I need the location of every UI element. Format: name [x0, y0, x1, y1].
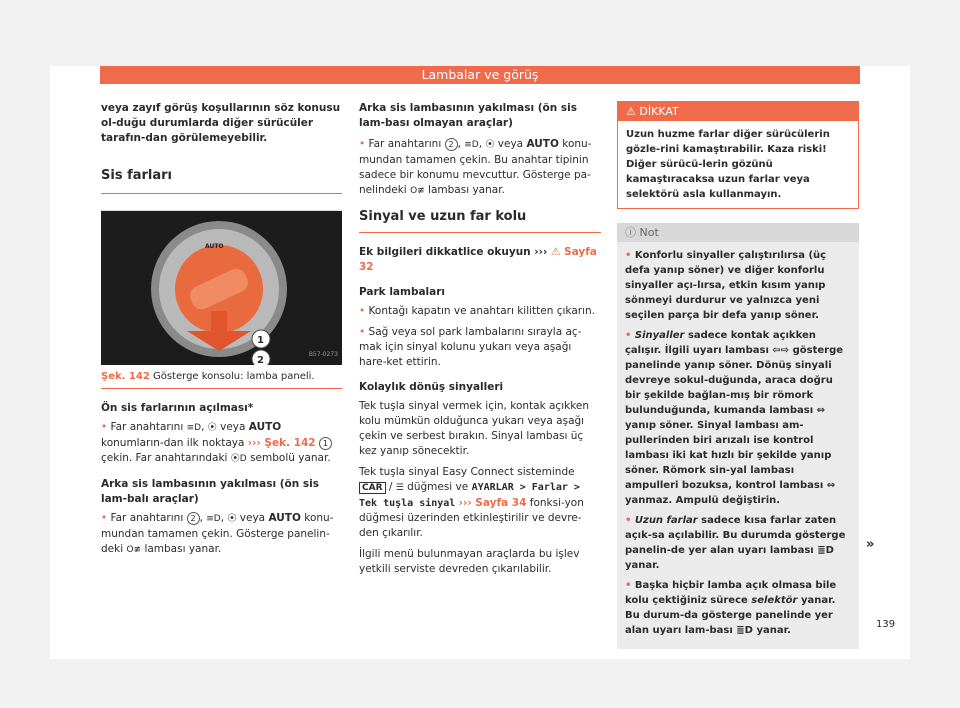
rear-fog-heading: Arka sis lambasının yakılması (ön sis lam-balı araçlar) [101, 478, 319, 505]
high-beam-icon: ≣D [736, 625, 753, 636]
low-beam-icon: ≡D [464, 140, 479, 150]
note-item-2: • Sinyaller sadece kontak açıkken çalışır. İlgili uyarı lambası ⇦⇨ gösterge panelinde yanıp söner. Dönüş sinyali devreye sokul-duğunda, araca doğru bir şekilde bağlan-mış bir römork bulunduğunda, kumanda lambası ⇔ yanıp söner. Sinyal lambası am-pullerinden biri arızalı ise kontrol lambası iki kat hızlı bir şekilde yanıp söner. Römork sin-yal lambası ampulleri bozuksa, kontrol lambası ⇔ yanmaz. Ampulü değiştirin. [625, 328, 851, 508]
rear-fog-icon: O≢ [410, 186, 425, 196]
front-fog-heading: Ön sis farlarının açılması* [101, 402, 254, 414]
comfort-turn-heading: Kolaylık dönüş sinyalleri [359, 381, 504, 393]
note-item-4: • Başka hiçbir lamba açık olmasa bile kolu çektiğiniz sürece selektör yanar. Bu durum-da gösterge panelinde yer alan uyarı lam-bası ≣D yanar. [625, 578, 851, 638]
dial-auto-label: AUTO [205, 243, 224, 250]
note-box [617, 223, 859, 649]
column-3 [617, 101, 859, 649]
figure-code: B57-0273 [308, 351, 338, 358]
dial-number-2: 2 [257, 355, 264, 365]
warning-body: Uzun huzme farlar diğer sürücülerin gözle-rini kamaştırabilir. Kaza riski! Diğer sürücü-lerin gözünü kamaştıracaksa uzun farlar veya selektörü asla kullanmayın. [626, 129, 830, 200]
info-icon: ⓘ [625, 226, 636, 239]
note-body [617, 242, 859, 649]
light-switch-dial-illustration [101, 211, 342, 365]
warning-icon: ⚠ [626, 105, 636, 118]
figure-caption: Şek. 142 Gösterge konsolu: lamba paneli. [101, 369, 342, 389]
low-beam-icon: ≡D [186, 423, 202, 433]
front-fog-icon: ⦿D [230, 454, 247, 464]
parking-light-icon: ⦿ [485, 140, 495, 150]
lamp-panel-figure [101, 210, 342, 365]
comfort-turn-text: Tek tuşla sinyal vermek için, kontak açıkken kolu mümkün olduğunca yukarı veya aşağı çekin ve serbest bırakın. Sinyal lambası üç kez yanıp sönecektir. [359, 400, 590, 457]
trailer-icon: ⇔ [826, 480, 836, 491]
car-button-icon: CAR [359, 482, 386, 494]
high-beam-icon: ≣D [817, 545, 834, 556]
column-2 [359, 101, 601, 583]
rear-fog-icon: O≢ [126, 545, 142, 555]
continue-mark: » [866, 537, 875, 552]
parking-step-2: • Sağ veya sol park lambalarını sırayla aç-mak için sinyal kolunu yukarı veya aşağı hare-ket ettirin. [359, 325, 601, 370]
front-fog-text: • Far anahtarını ≡D, ⦿ veya AUTO konumların-dan ilk noktaya ››› Şek. 142 1 çekin. Far anahtarındaki ⦿D sembolü yanar. [101, 420, 342, 467]
parking-light-icon: ⦿ [207, 423, 217, 433]
dial-number-1: 1 [257, 335, 264, 346]
low-beam-icon: ≡D [206, 514, 221, 524]
intro-text: veya zayıf görüş koşullarının söz konusu ol-duğu durumlarda diğer sürücüler tarafın-dan görülemeyebilir. [101, 102, 341, 144]
rear-fog-text: • Far anahtarını 2 , ≡D, ⦿ veya AUTO konu-mundan tamamen çekin. Gösterge panelin-deki O≢ lambası yanar. [101, 511, 342, 558]
menu-icon: ☰ [395, 483, 404, 493]
page-link[interactable]: Sayfa 32 [359, 246, 597, 273]
trailer-icon: ⇔ [816, 405, 826, 416]
section-title: Sis farları [101, 168, 342, 194]
rear-fog-no-front-text: • Far anahtarını 2 , ≡D, ⦿ veya AUTO konu-mundan tamamen çekin. Bu anahtar tipinin sadece bir konumu mevcuttur. Gösterge pa-nelindeki O≢ lambası yanar. [359, 137, 601, 199]
page-number: 139 [876, 619, 896, 630]
easy-connect-text: Tek tuşla sinyal Easy Connect sisteminde CAR / ☰ düğmesi ve AYARLAR > Farlar > Tek tuşla sinyal ››› Sayfa 34 fonksi-yon düğmesi üzerinden etkinleştirilir ve devre-den çıkarılır. [359, 466, 584, 539]
warning-box [617, 101, 859, 209]
menu-path: AYARLAR > Farlar > Tek tuşla sinyal [359, 482, 580, 509]
book-icon: ⚠ [550, 246, 561, 258]
note-item-1: • Konforlu sinyaller çalıştırılırsa (üç defa yanıp söner) ve diğer konforlu sinyaller açı-lırsa, etkin kısım yanıp sönmeyi durdurur ve yalnızca yeni seçilen parça bir defa yanıp söner. [625, 248, 851, 323]
header-title: Lambalar ve görüş [100, 66, 860, 84]
note-item-3: • Uzun farlar sadece kısa farlar zaten açık-sa açılabilir. Bu durumda gösterge panelin-de yer alan uyarı lambası ≣D yanar. [625, 513, 851, 573]
parking-step-1: • Kontağı kapatın ve anahtarı kilitten çıkarın. [359, 304, 601, 319]
note-header: ⓘ Not [617, 223, 859, 242]
turn-signal-icon: ⇦⇨ [772, 345, 790, 356]
additional-info: Ek bilgileri dikkatlice okuyun ››› ⚠ Sayfa 32 [359, 246, 597, 273]
rear-fog-no-front-heading: Arka sis lambasının yakılması (ön sis lam-bası olmayan araçlar) [359, 102, 577, 129]
turn-signal-section-title: Sinyal ve uzun far kolu [359, 209, 601, 233]
parking-lights-heading: Park lambaları [359, 286, 446, 298]
warning-header: ⚠ DİKKAT [618, 102, 858, 121]
column-1 [101, 101, 342, 564]
dealer-note: İlgili menü bulunmayan araçlarda bu işlev yetkili serviste devreden çıkarılabilir. [359, 548, 580, 575]
parking-light-icon: ⦿ [227, 514, 237, 524]
